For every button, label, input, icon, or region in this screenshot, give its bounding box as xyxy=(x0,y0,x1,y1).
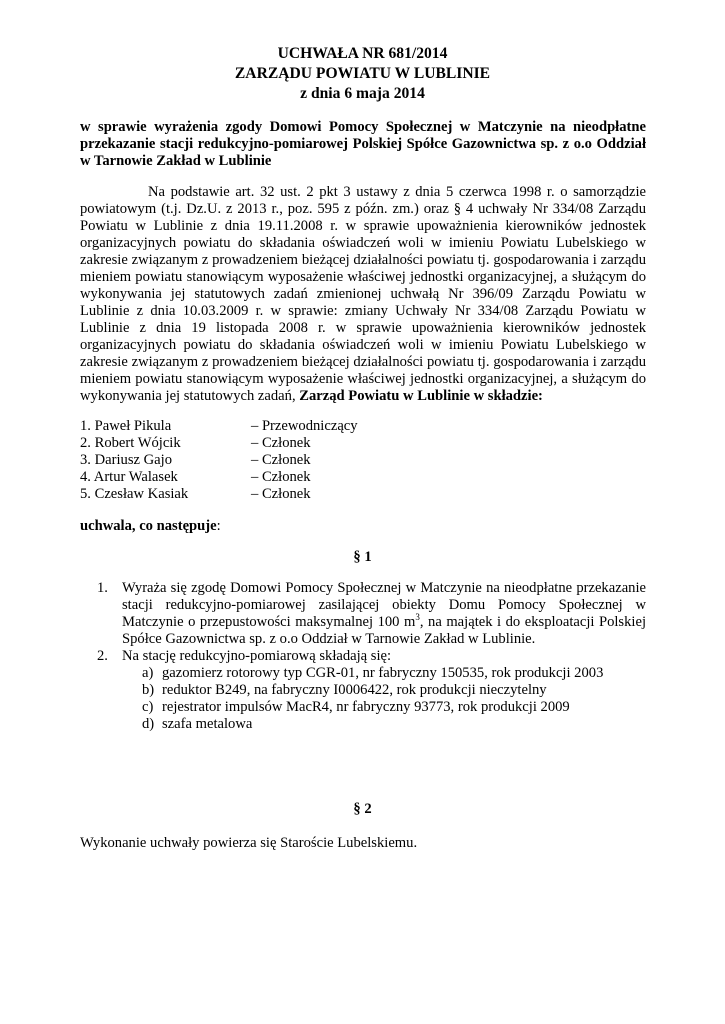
member-name: 5. Czesław Kasiak xyxy=(80,486,189,502)
resolution-clause-tail: : xyxy=(216,518,221,534)
section-1-item-1 xyxy=(80,580,646,648)
board-member xyxy=(80,435,480,452)
resolution-number: UCHWAŁA NR 681/2014 xyxy=(277,45,448,62)
execution-clause: Wykonanie uchwały powierza się Staroście Lubelskiemu. xyxy=(80,835,418,851)
item-number: 1. xyxy=(97,580,108,596)
item-text: Na stację redukcyjno-pomiarową składają się: xyxy=(122,648,392,664)
station-component xyxy=(80,699,646,716)
component-text: gazomierz rotorowy typ CGR-01, nr fabryczny 150535, rok produkcji 2003 xyxy=(162,665,604,681)
section-1-list xyxy=(80,580,646,733)
board-member xyxy=(80,418,480,435)
section-1-sign: § 1 xyxy=(353,549,372,565)
board-member xyxy=(80,469,480,486)
cubic-superscript: 3 xyxy=(415,612,420,623)
board-member xyxy=(80,452,480,469)
item-number: 2. xyxy=(97,648,108,664)
section-2-sign: § 2 xyxy=(353,801,372,817)
board-composition-heading: Zarząd Powiatu w Lublinie w składzie: xyxy=(299,388,543,404)
board-member xyxy=(80,486,480,503)
component-text: reduktor B249, na fabryczny I0006422, rok produkcji nieczytelny xyxy=(162,682,547,698)
component-letter: a) xyxy=(142,665,154,681)
station-component xyxy=(80,682,646,699)
member-role: – Członek xyxy=(251,469,311,485)
member-name: 2. Robert Wójcik xyxy=(80,435,181,451)
component-text: rejestrator impulsów MacR4, nr fabryczny 93773, rok produkcji 2009 xyxy=(162,699,570,715)
section-1-item-2 xyxy=(80,648,646,665)
member-role: – Przewodniczący xyxy=(251,418,358,434)
resolution-clause-bold: uchwala, co następuje xyxy=(80,518,217,534)
component-text: szafa metalowa xyxy=(162,716,253,732)
member-name: 1. Paweł Pikula xyxy=(80,418,172,434)
issuing-body: ZARZĄDU POWIATU W LUBLINIE xyxy=(234,65,491,82)
member-role: – Członek xyxy=(251,486,311,502)
station-component xyxy=(80,716,646,733)
member-role: – Członek xyxy=(251,452,311,468)
legal-basis-paragraph xyxy=(80,184,646,405)
item-text: Wyraża się zgodę Domowi Pomocy Społecznej w Matczynie na nieodpłatne przekazanie stacji redukcyjno-pomiarowej zasilającej obiekty Domu Pomocy Społecznej w Matczynie o przepustowości maksymalnej 100 m xyxy=(122,580,646,630)
item-text-continued: , na majątek i do eksploatacji Polskiej Spółce Gazownictwa sp. z o.o Oddział w Tarnowie Zakład w Lublinie. xyxy=(122,614,646,647)
resolution-date: z dnia 6 maja 2014 xyxy=(300,85,425,102)
member-name: 4. Artur Walasek xyxy=(80,469,178,485)
legal-basis-text: Na podstawie art. 32 ust. 2 pkt 3 ustawy z dnia 5 czerwca 1998 r. o samorządzie powiatowym (t.j. Dz.U. z 2013 r., poz. 595 z późn. zm.) oraz § 4 uchwały Nr 334/08 Zarządu Powiatu w Lublinie z dnia 19.11.2008 r. w sprawie upoważnienia kierowników jednostek organizacyjnych powiatu do składania oświadczeń woli w imieniu Powiatu Lubelskiego w zakresie związanym z prowadzeniem bieżącej działalności powiatu tj. gospodarowania i zarządu mieniem powiatu stanowiącym wyposażenie właściwej jednostki organizacyjnej, a służącym do wykonywania jej statutowych zadań zmienionej uchwałą Nr 396/09 Zarządu Powiatu w Lublinie z dnia 10.03.2009 r. w sprawie: zmiany Uchwały Nr 334/08 Zarządu Powiatu w Lublinie z dnia 19 listopada 2008 r. w sprawie upoważnienia kierowników jednostek organizacyjnych powiatu do składania oświadczeń woli w imieniu Powiatu Lubelskiego w zakresie związanym z prowadzeniem bieżącej działalności powiatu tj. gospodarowania i zarządu mieniem powiatu stanowiącym wyposażenie właściwej jednostki organizacyjnej, a służącym do wykonywania jej statutowych zadań, xyxy=(80,184,646,404)
board-members-list xyxy=(80,418,480,503)
component-letter: c) xyxy=(142,699,154,715)
member-name: 3. Dariusz Gajo xyxy=(80,452,172,468)
resolution-subject: w sprawie wyrażenia zgody Domowi Pomocy Społecznej w Matczynie na nieodpłatne przekazanie stacji redukcyjno-pomiarowej Polskiej Spółce Gazownictwa sp. z o.o Oddział w Tarnowie Zakład w Lublinie xyxy=(80,119,646,169)
station-component xyxy=(80,665,646,682)
member-role: – Członek xyxy=(251,435,311,451)
component-letter: b) xyxy=(142,682,155,698)
resolution-clause xyxy=(80,518,221,535)
component-letter: d) xyxy=(142,716,155,732)
